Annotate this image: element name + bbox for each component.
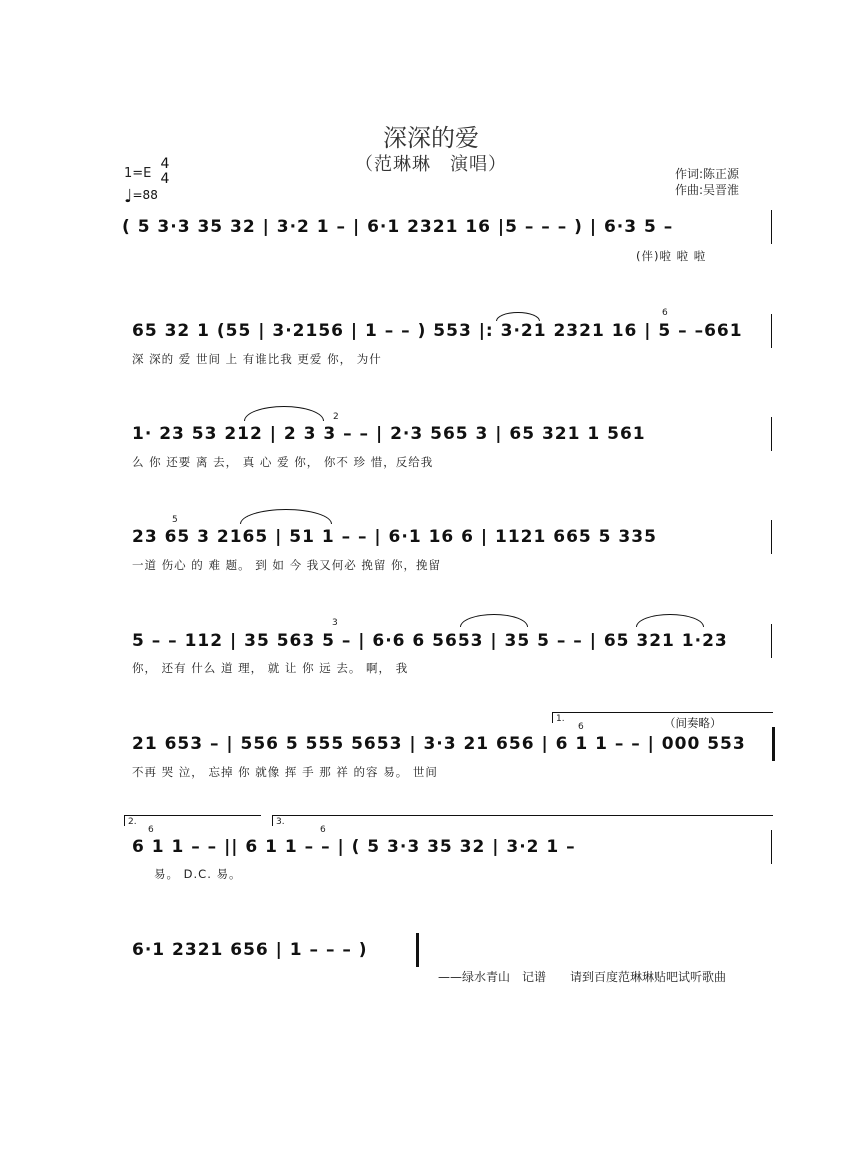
grace-note-mark: 5 (172, 515, 178, 525)
notation-line-5: 5 – – 112 | 35 563 5 – | 6·6 6 5653 | 35 5 – – | 65 321 1·23 (132, 631, 728, 651)
tempo-marking (124, 186, 158, 207)
barline (771, 314, 772, 348)
volta-3-label: 3. (276, 817, 285, 827)
lyrics-line-1: (伴)啦 啦 啦 (636, 249, 707, 263)
slur-mark (240, 509, 332, 524)
lyrics-line-5: 你， 还有 什么 道 理， 就 让 你 远 去。 啊， 我 (132, 661, 409, 675)
quarter-note-icon: ♩ (124, 186, 133, 207)
volta-bracket-3 (272, 815, 773, 826)
barline (771, 520, 772, 554)
slur-mark (496, 312, 540, 321)
notation-line-2: 65 32 1 (55 | 3·2156 | 1 – – ) 553 |: 3·21 2321 16 | 5 – –661 (132, 321, 743, 341)
grace-note-mark: 3 (332, 618, 338, 628)
meter-top: 4 (160, 156, 170, 172)
time-signature (158, 157, 172, 187)
lyrics-line-2: 深 深的 爱 世间 上 有谁比我 更爱 你， 为什 (132, 352, 382, 366)
grace-note-mark: 2 (333, 412, 339, 422)
lyrics-line-3: 么 你 还要 离 去， 真 心 爱 你， 你不 珍 惜，反给我 (132, 455, 434, 469)
key-signature: 1=E (124, 166, 152, 181)
notation-line-6: 21 653 – | 556 5 555 5653 | 3·3 21 656 | 6 1 1 – – | 000 553 (132, 734, 746, 754)
transcriber-footer: ——绿水青山 记谱 请到百度范琳琳贴吧试听歌曲 (438, 970, 727, 984)
notation-line-1: ( 5 3·3 35 32 | 3·2 1 – | 6·1 2321 16 |5 – – – ) | 6·3 5 – (122, 217, 674, 237)
volta-bracket-2 (124, 815, 261, 826)
barline (771, 624, 772, 658)
tempo-value: =88 (132, 188, 158, 202)
lyricist-credit: 作词:陈正源 (675, 167, 740, 181)
interlude-note: （间奏略） (664, 716, 722, 730)
final-barline (416, 933, 419, 967)
notation-line-3: 1· 23 53 212 | 2 3 3 – – | 2·3 565 3 | 65 321 1 561 (132, 424, 646, 444)
grace-note-mark: 6 (578, 722, 584, 732)
volta-bracket-1 (552, 712, 773, 723)
slur-mark (244, 406, 324, 421)
lyrics-line-4: 一道 伤心 的 难 题。 到 如 今 我又何必 挽留 你，挽留 (132, 558, 442, 572)
grace-note-mark: 6 (320, 825, 326, 835)
grace-note-mark: 6 (148, 825, 154, 835)
notation-line-4: 23 65 3 2165 | 51 1 – – | 6·1 16 6 | 1121 665 5 335 (132, 527, 657, 547)
meter-bottom: 4 (160, 171, 170, 187)
notation-line-7: 6 1 1 – – || 6 1 1 – – | ( 5 3·3 35 32 | 3·2 1 – (132, 837, 576, 857)
slur-mark (636, 614, 704, 627)
slur-mark (460, 614, 528, 627)
volta-1-label: 1. (556, 714, 565, 724)
barline (771, 830, 772, 864)
composer-credit: 作曲:吴晋淮 (675, 183, 740, 197)
barline (771, 210, 772, 244)
lyrics-line-6: 不再 哭 泣， 忘掉 你 就像 挥 手 那 祥 的容 易。 世间 (132, 765, 438, 779)
grace-note-mark: 6 (662, 308, 668, 318)
volta-2-label: 2. (128, 817, 137, 827)
notation-line-8: 6·1 2321 656 | 1 – – – ) (132, 940, 368, 960)
song-title: 深深的爱 (383, 124, 479, 152)
song-subtitle: （范琳琳 演唱） (355, 154, 507, 175)
repeat-end-barline (772, 727, 775, 761)
lyrics-line-7: 易。 D.C. 易。 (154, 867, 242, 881)
barline (771, 417, 772, 451)
